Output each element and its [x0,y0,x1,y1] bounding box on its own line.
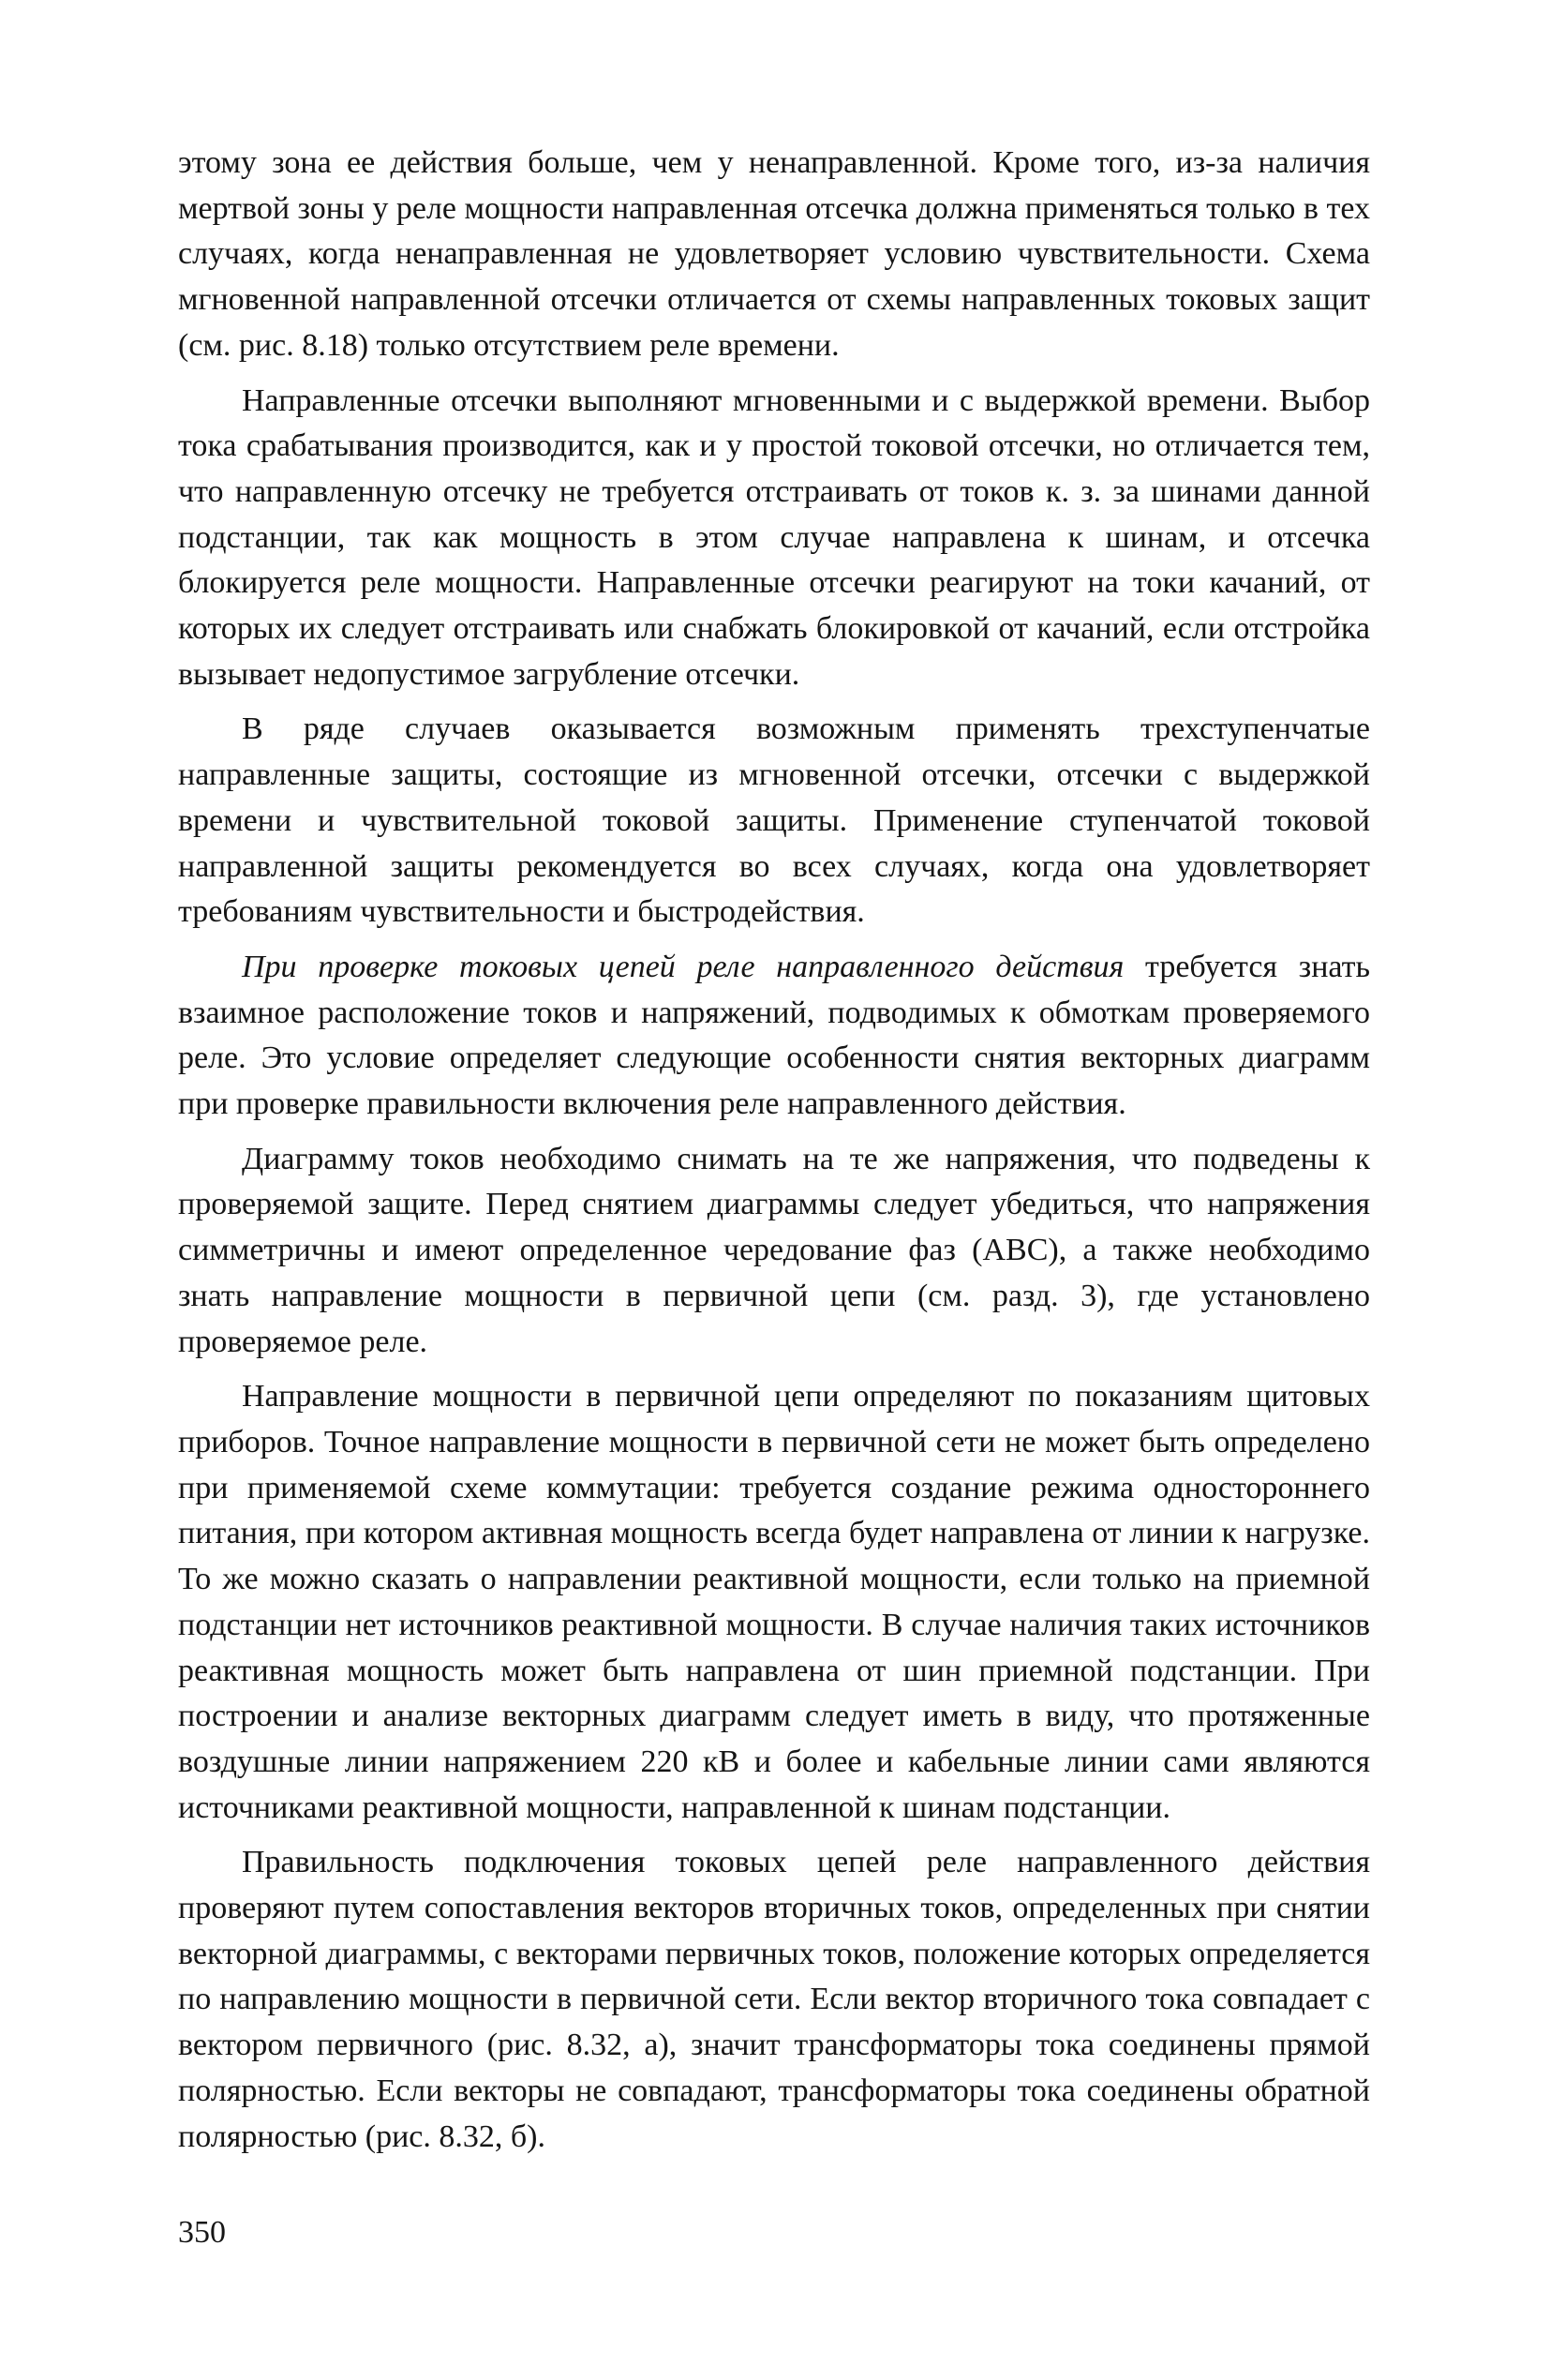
paragraph-3: В ряде случаев оказывается возможным применять трехступенчатые направленные защиты, состоящие из мгновенной отсечки, отсечки с выдержкой времени и чувствительной токовой защиты. Применение ступенчатой токовой направленной защиты рекомендуется во всех случаях, когда она удовлетворяет требованиям чувствительности и быстродействия. [178,711,1370,930]
paragraph-7: Правильность подключения токовых цепей реле направленного действия проверяют путем сопоставления векторов вторичных токов, определенных при снятии векторной диаграммы, с векторами первичных токов, положение которых определяется по направлению мощности в первичной сети. Если вектор вторичного тока совпадает с вектором первичного (рис. 8.32, а), значит трансформаторы тока соединены прямой полярностью. Если векторы не совпадают, трансформаторы тока соединены обратной полярностью (рис. 8.32, б). [178,1845,1370,2154]
page-number: 350 [178,2215,226,2250]
paragraph-4-italic-lead: При проверке токовых цепей реле направленного действия [242,949,1125,984]
paragraph-4-body: требуется знать взаимное расположение токов и напряжений, подводимых к обмоткам проверяемого реле. Это условие определяет следующие особенности снятия векторных диаграмм при проверке правильности включения реле направленного действия. [178,949,1370,1122]
paragraph-6: Направление мощности в первичной цепи определяют по показаниям щитовых приборов. Точное направление мощности в первичной сети не может быть определено при применяемой схеме коммутации: требуется создание режима одностороннего питания, при котором активная мощность всегда будет направлена от линии к нагрузке. То же можно сказать о направлении реактивной мощности, если только на приемной подстанции нет источников реактивной мощности. В случае наличия таких источников реактивная мощность может быть направлена от шин приемной подстанции. При построении и анализе векторных диаграмм следует иметь в виду, что протяженные воздушные линии напряжением 220 кВ и более и кабельные линии сами являются источниками реактивной мощности, направленной к шинам подстанции. [178,1379,1370,1825]
paragraph-2: Направленные отсечки выполняют мгновенными и с выдержкой времени. Выбор тока срабатывания производится, как и у простой токовой отсечки, но отличается тем, что направленную отсечку не требуется отстраивать от токов к. з. за шинами данной подстанции, так как мощность в этом случае направлена к шинам, и отсечка блокируется реле мощности. Направленные отсечки реагируют на токи качаний, от которых их следует отстраивать или снабжать блокировкой от качаний, если отстройка вызывает недопустимое загрубление отсечки. [178,382,1370,692]
page-body [178,141,1370,2160]
paragraph-1: этому зона ее действия больше, чем у ненаправленной. Кроме того, из-за наличия мертвой зоны у реле мощности направленная отсечка должна применяться только в тех случаях, когда ненаправленная не удовлетворяет условию чувствительности. Схема мгновенной направленной отсечки отличается от схемы направленных токовых защит (см. рис. 8.18) только отсутствием реле времени. [178,145,1370,363]
paragraph-5: Диаграмму токов необходимо снимать на те же напряжения, что подведены к проверяемой защите. Перед снятием диаграммы следует убедиться, что напряжения симметричны и имеют определенное чередование фаз (ABC), а также необходимо знать направление мощности в первичной цепи (см. разд. 3), где установлено проверяемое реле. [178,1141,1370,1359]
paragraph-4 [178,945,1370,1128]
